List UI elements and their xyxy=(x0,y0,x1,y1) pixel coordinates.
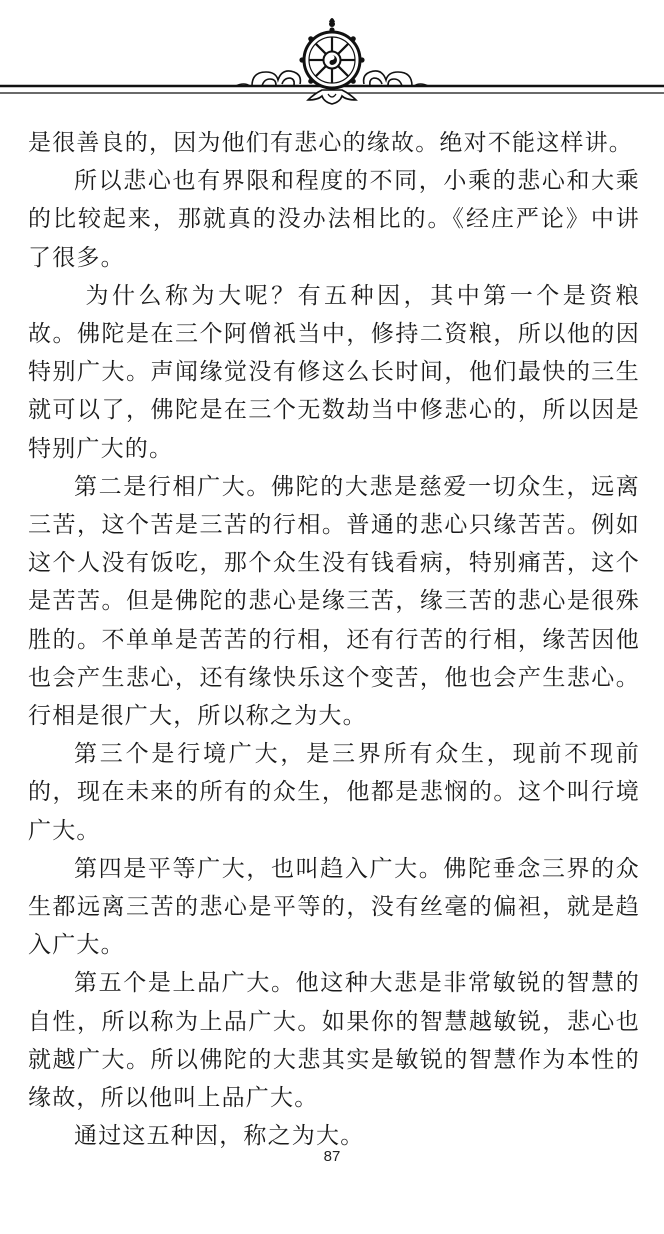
paragraph: 通过这五种因，称之为大。 xyxy=(74,1123,365,1150)
page-number: 87 xyxy=(323,1148,341,1165)
cloud-scroll-icon xyxy=(364,71,428,86)
paragraph: 第五个是上品广大。他这种大悲是非常敏锐的智慧的自性，所以称为上品广大。如果你的智慧越敏锐，悲心也就越广大。所以佛陀的大悲其实是敏锐的智慧作为本性的缘故，所以他叫上品广大。 xyxy=(28,970,640,1112)
page-body xyxy=(28,124,640,1155)
cloud-scroll-icon xyxy=(236,71,300,86)
paragraph: 第二是行相广大。佛陀的大悲是慈爱一切众生，远离三苦，这个苦是三苦的行相。普通的悲心只缘苦苦。例如这个人没有饭吃，那个众生没有钱看病，特别痛苦，这个是苦苦。但是佛陀的悲心是缘三苦，缘三苦的悲心是很殊胜的。不单单是苦苦的行相，还有行苦的行相，缘苦因他也会产生悲心，还有缘快乐这个变苦，他也会产生悲心。行相是很广大，所以称之为大。 xyxy=(28,473,640,730)
paragraph: 第四是平等广大，也叫趋入广大。佛陀垂念三界的众生都远离三苦的悲心是平等的，没有丝毫的偏袒，就是趋入广大。 xyxy=(28,855,640,959)
header-ornament xyxy=(0,0,664,110)
paragraph: 为什么称为大呢？有五种因，其中第一个是资粮故。佛陀是在三个阿僧祇当中，修持二资粮，所以他的因特别广大。声闻缘觉没有修这么长时间，他们最快的三生就可以了，佛陀是在三个无数劫当中修悲心的，所以因是特别广大的。 xyxy=(28,282,640,462)
paragraph: 第三个是行境广大，是三界所有众生，现前不现前的，现在未来的所有的众生，他都是悲悯的。这个叫行境广大。 xyxy=(28,741,640,844)
paragraph: 是很善良的，因为他们有悲心的缘故。绝对不能这样讲。 xyxy=(28,130,633,156)
dharma-wheel-icon xyxy=(299,18,364,104)
page-header xyxy=(0,0,664,110)
paragraph: 所以悲心也有界限和程度的不同，小乘的悲心和大乘的比较起来，那就真的没办法相比的。《经庄严论》中讲了很多。 xyxy=(28,168,640,271)
